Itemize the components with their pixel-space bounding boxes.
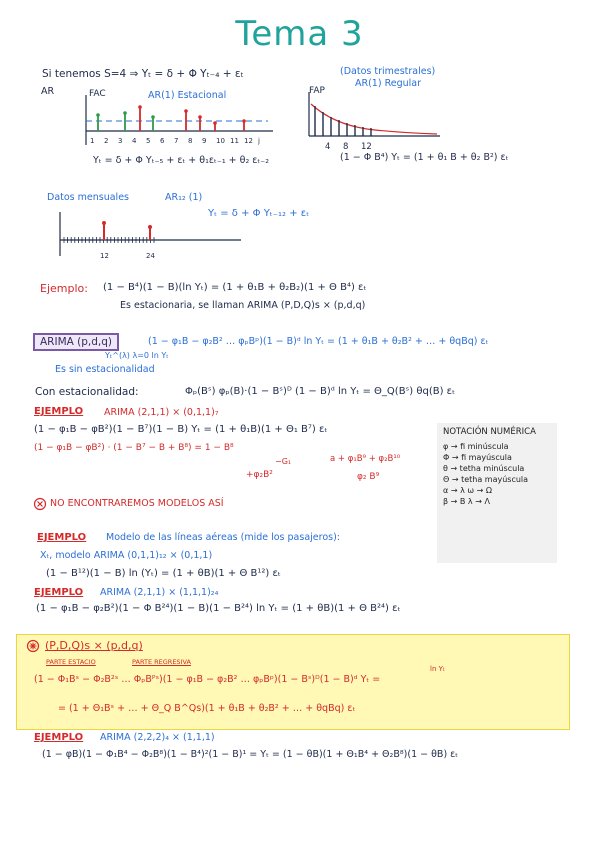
ejemplo5-label: EJEMPLO [34,732,84,743]
ejemplo2-eq1: (1 − φ₁B − φB²)(1 − B⁷)(1 − B) Yₜ = (1 + θ₁B)(1 + Θ₁ B⁷) εₜ [34,424,328,435]
ar1-estacional-label: AR(1) Estacional [148,90,227,101]
notation-row: α → λ ω → Ω [443,486,492,495]
fac-label: FAC [89,89,106,99]
fap-tick-8: 8 [343,142,349,152]
fap-tick-12: 12 [361,142,372,152]
notation-row: β → B λ → Λ [443,497,490,506]
arima-nonstat: Es sin estacionalidad [55,364,155,375]
fap-tick-4: 4 [325,142,331,152]
fac-tick-label: 2 [104,137,109,145]
ejemplo2-eq2c: +φ₂B² [246,470,273,480]
arima-stat-label: Con estacionalidad: [35,386,139,398]
ejemplo3-model: Xₜ, modelo ARIMA (0,1,1)₁₂ × (0,1,1) [40,550,213,561]
warning-text: NO ENCONTRAREMOS MODELOS ASÍ [50,498,224,509]
ejemplo3-text: Modelo de las líneas aéreas (mide los pasajeros): [106,532,341,543]
notation-row: Φ → fi mayúscula [443,453,512,462]
page-title: Tema 3 [235,14,364,54]
ejemplo3-eq: (1 − B¹²)(1 − B) ln (Yₜ) = (1 + θB)(1 + Θ B¹²) εₜ [46,568,281,579]
notation-header: NOTACIÓN NUMÉRICA [443,427,536,437]
ejemplo4-label: EJEMPLO [34,587,84,598]
ejemplo2-eq2d: a + φ₁B⁹ + φ₂B¹⁰ [330,454,401,464]
ejemplo2-model: ARIMA (2,1,1) × (0,1,1)₇ [104,407,219,418]
fap-label: FAP [309,86,325,96]
general-eq2: = (1 + Θ₁Bˢ + … + Θ_Q B^Qs)(1 + θ₁B + θ₂B² + … + θqBq) εₜ [58,703,356,714]
fac-spike-dot [198,115,202,119]
fac-spike-dot [213,121,217,125]
notation-row: θ → tetha minúscula [443,464,525,473]
general-eq1: (1 − Φ₁Bˢ − Φ₂B²ˢ … ΦₚBᴾˢ)(1 − φ₁B − φ₂B² … φₚBᵖ)(1 − Bˢ)ᴰ(1 − B)ᵈ Yₜ = [34,674,381,685]
mensuales-eq: Yₜ = δ + Φ Yₜ₋₁₂ + εₜ [208,208,310,219]
mens-tick-12: 12 [100,252,109,260]
fac-tick-label: 8 [188,137,193,145]
warning-x-icon [33,497,47,511]
eq-fap: (1 − Φ B⁴) Yₜ = (1 + θ₁ B + θ₂ B²) εₜ [340,152,509,163]
fac-spike-dot [138,105,142,109]
fac-tick-label: 9 [202,137,207,145]
notation-row: φ → fi minúscula [443,442,509,451]
parte-regresiva: PARTE REGRESIVA [132,658,191,666]
mens-tick-24: 24 [146,252,155,260]
ejemplo5-model: ARIMA (2,2,2)₄ × (1,1,1) [100,732,215,743]
mensuales-label: Datos mensuales [47,192,129,203]
parte-estacional: PARTE ESTACIO [46,658,96,666]
ejemplo2-label: EJEMPLO [34,406,84,417]
fac-tick-label: j [258,137,260,145]
fac-tick-label: 1 [90,137,95,145]
arima-sub: Yₜ^(λ) λ=0 ln Yₜ [105,351,169,360]
fac-tick-label: 4 [132,137,137,145]
notation-row: Θ → tetha mayúscula [443,475,529,484]
ejemplo1-label: Ejemplo: [40,282,88,295]
fac-spike-dot [151,115,155,119]
fac-tick-label: 5 [146,137,151,145]
fac-tick-label: 10 [216,137,225,145]
ejemplo1-note: Es estacionaria, se llaman ARIMA (P,D,Q)s × (p,d,q) [120,300,366,311]
ejemplo4-eq: (1 − φ₁B − φ₂B²)(1 − Φ B²⁴)(1 − B)(1 − B²⁴) ln Yₜ = (1 + θB)(1 + Θ B²⁴) εₜ [36,603,401,614]
ejemplo4-model: ARIMA (2,1,1) × (1,1,1)₂₄ [100,587,219,598]
general-title: (P,D,Q)s × (p,d,q) [45,639,143,652]
intro-line: Si tenemos S=4 ⇒ Yₜ = δ + Φ Yₜ₋₄ + εₜ [42,68,244,80]
fac-spike-dot [96,113,100,117]
ejemplo3-label: EJEMPLO [37,532,87,543]
fac-tick-label: 7 [174,137,179,145]
fac-tick-label: 11 [230,137,239,145]
ejemplo2-eq2e: φ₂ B⁹ [357,472,380,482]
star-icon [26,639,40,653]
ejemplo2-eq2b: −G₁ [275,457,292,466]
note-ar1-regular: AR(1) Regular [355,78,422,89]
fac-tick-label: 12 [244,137,253,145]
general-eq1-note: ln Yₜ [430,665,445,673]
ar12-label: AR₁₂ (1) [165,192,203,203]
fac-spike-dot [242,119,246,123]
note-trimestrales: (Datos trimestrales) [340,66,436,77]
fac-tick-label: 3 [118,137,123,145]
ejemplo1-eq: (1 − B⁴)(1 − B)(ln Yₜ) = (1 + θ₁B + θ₂B₂)(1 + Θ B⁴) εₜ [103,282,367,293]
fac-tick-label: 6 [160,137,165,145]
arima-eq: (1 − φ₁B − φ₂B² … φₚBᵖ)(1 − B)ᵈ ln Yₜ = (1 + θ₁B + θ₂B² + … + θqBq) εₜ [148,336,489,347]
eq-fac: Yₜ = δ + Φ Yₜ₋₅ + εₜ + θ₁εₜ₋₁ + θ₂ εₜ₋₂ [93,155,270,166]
notation-panel [437,423,557,563]
fap-plot [305,90,445,150]
arima-stat-eq: Φₚ(Bˢ) φₚ(B)·(1 − Bˢ)ᴰ (1 − B)ᵈ ln Yₜ = Θ_Q(Bˢ) θq(B) εₜ [185,386,456,397]
ejemplo2-eq2a: (1 − φ₁B − φB²) · (1 − B⁷ − B + B⁸) = 1 − B⁸ [34,443,234,453]
ejemplo5-eq: (1 − φB)(1 − Φ₁B⁴ − Φ₂B⁸)(1 − B⁴)²(1 − B)¹ = Yₜ = (1 − θB)(1 + Θ₁B⁴ + Θ₂B⁸)(1 − θB) εₜ [42,749,459,760]
fac-spike-dot [184,109,188,113]
fac-spike-dot [123,111,127,115]
arima-box: ARIMA (p,d,q) [33,333,119,351]
ar-label: AR [41,86,55,97]
